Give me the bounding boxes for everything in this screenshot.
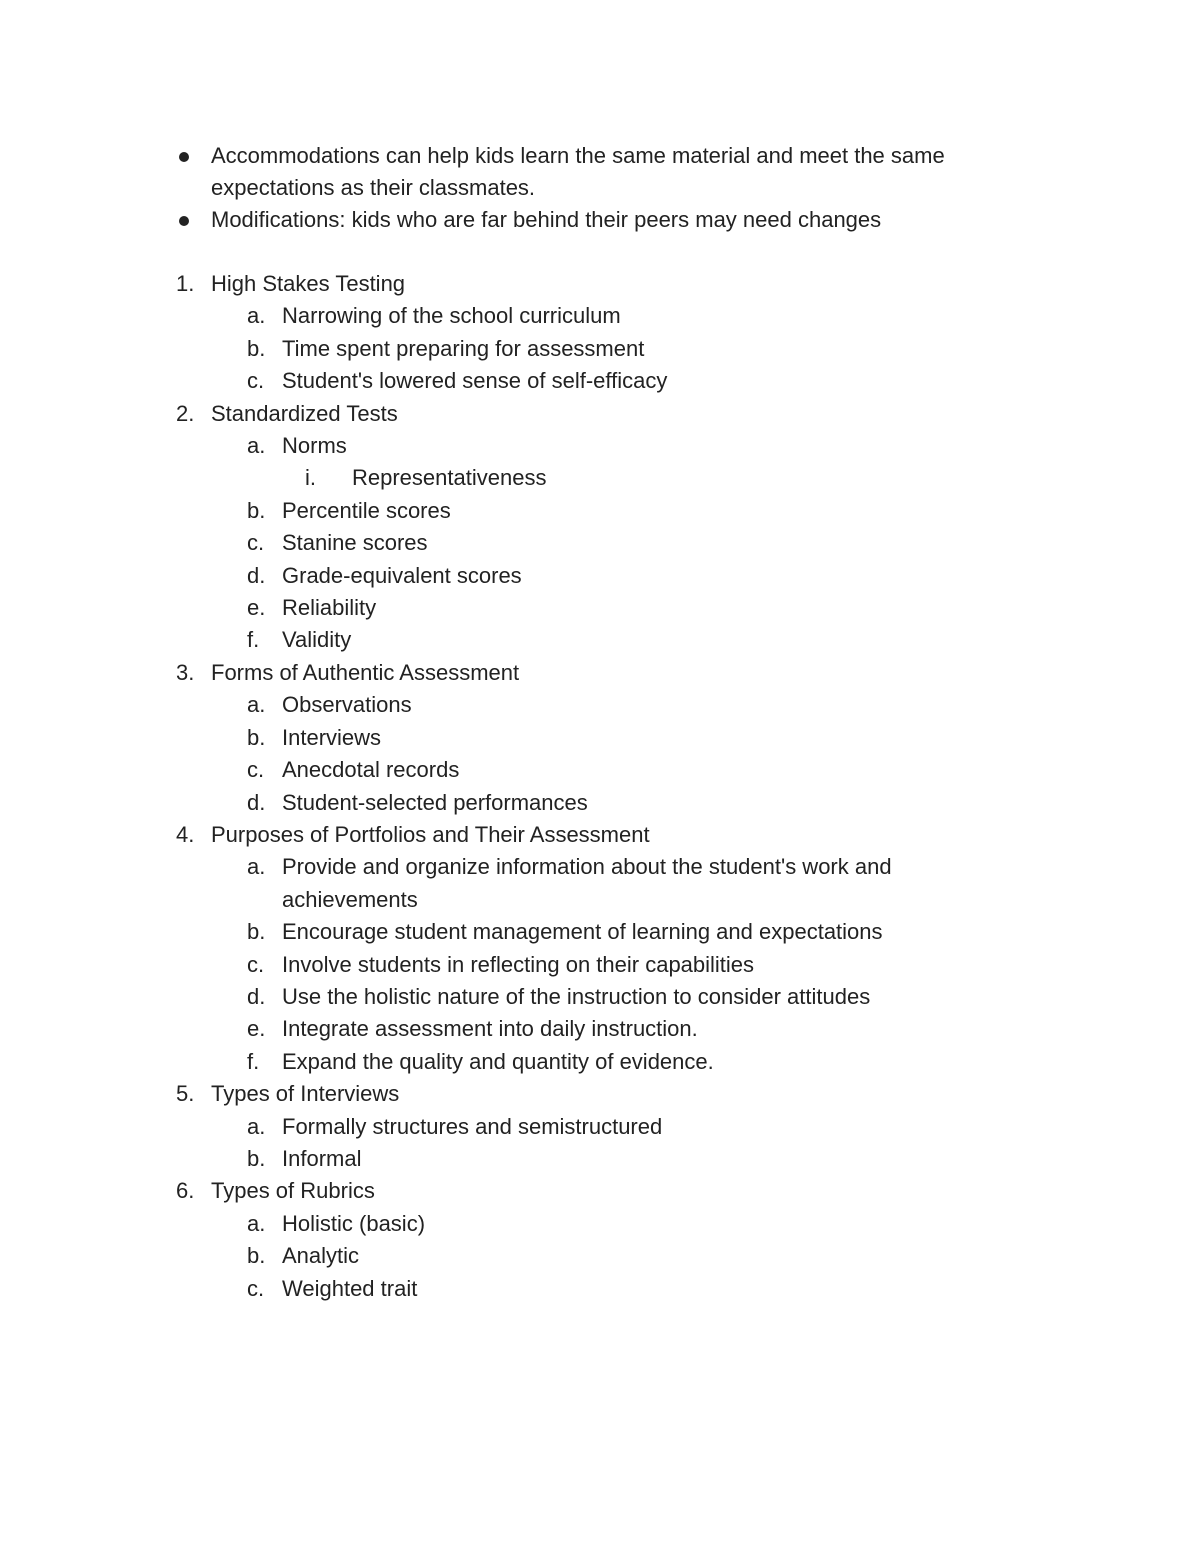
outline-subitem (176, 1273, 1016, 1305)
bullet-text: Accommodations can help kids learn the same material and meet the same expectations as their classmates. (211, 143, 945, 200)
list-item-text: Formally structures and semistructured (282, 1113, 663, 1139)
list-marker: b. (247, 1145, 266, 1171)
list-marker: c. (247, 530, 265, 556)
list-marker: i. (305, 465, 316, 491)
list-marker: c. (247, 951, 265, 977)
list-marker: a. (247, 303, 266, 329)
numbered-outline (176, 268, 1016, 1305)
list-marker: 6. (176, 1178, 195, 1204)
outline-subitem (176, 722, 1016, 754)
bullet-text: Modifications: kids who are far behind their peers may need changes (211, 207, 882, 232)
outline-subitem (176, 1013, 1016, 1045)
list-marker: b. (247, 724, 266, 750)
list-item-text: Provide and organize information about the student's work and achievements (282, 854, 892, 912)
list-item-text: Involve students in reflecting on their capabilities (282, 951, 755, 977)
outline-subitem (176, 333, 1016, 365)
outline-subitem (176, 624, 1016, 656)
outline-section (176, 819, 1016, 851)
outline-subitem (176, 560, 1016, 592)
bullet-item (176, 204, 1016, 236)
outline-subitem (176, 527, 1016, 559)
list-item-text: Time spent preparing for assessment (282, 335, 645, 361)
list-marker: a. (247, 692, 266, 718)
outline-section (176, 398, 1016, 430)
list-marker: a. (247, 1113, 266, 1139)
outline-section (176, 1175, 1016, 1207)
list-marker: f. (247, 627, 260, 653)
outline-subitem (176, 365, 1016, 397)
list-item-text: Standardized Tests (211, 400, 398, 426)
list-marker: c. (247, 1275, 265, 1301)
list-item-text: Informal (282, 1145, 362, 1171)
list-marker: e. (247, 1016, 266, 1042)
list-item-text: Student-selected performances (282, 789, 588, 815)
outline-subitem (176, 495, 1016, 527)
list-marker: d. (247, 983, 266, 1009)
list-marker: c. (247, 757, 265, 783)
list-marker: a. (247, 854, 266, 880)
outline-subitem (176, 981, 1016, 1013)
outline-subitem (176, 1046, 1016, 1078)
list-item-text: Validity (282, 627, 352, 653)
list-marker: 4. (176, 821, 195, 847)
list-marker: b. (247, 497, 266, 523)
list-item-text: Reliability (282, 595, 377, 621)
list-item-text: High Stakes Testing (211, 271, 406, 296)
outline-subitem (176, 787, 1016, 819)
outline-subitem (176, 754, 1016, 786)
list-item-text: Percentile scores (282, 497, 451, 523)
list-item-text: Integrate assessment into daily instruction. (282, 1016, 698, 1042)
outline-subsubitem (176, 462, 1016, 494)
outline-subitem (176, 592, 1016, 624)
list-marker: 2. (176, 400, 195, 426)
bullet-item (176, 140, 1016, 204)
list-item-text: Analytic (282, 1243, 360, 1269)
outline-section (176, 268, 1016, 300)
outline-subitem (176, 949, 1016, 981)
list-item-text: Interviews (282, 724, 382, 750)
list-item-text: Norms (282, 433, 347, 459)
list-marker: f. (247, 1048, 260, 1074)
list-item-text: Representativeness (352, 465, 547, 491)
list-item-text: Types of Interviews (211, 1081, 400, 1107)
outline-section (176, 657, 1016, 689)
list-marker: a. (247, 1210, 266, 1236)
list-marker: 5. (176, 1081, 195, 1107)
list-marker: d. (247, 562, 266, 588)
list-marker: e. (247, 595, 266, 621)
outline-subitem (176, 1240, 1016, 1272)
list-item-text: Observations (282, 692, 412, 718)
list-item-text: Holistic (basic) (282, 1210, 426, 1236)
list-item-text: Use the holistic nature of the instruction to consider attitudes (282, 983, 871, 1009)
list-marker: d. (247, 789, 266, 815)
list-item-text: Encourage student management of learning and expectations (282, 919, 883, 945)
outline-section (176, 1078, 1016, 1110)
list-marker: a. (247, 433, 266, 459)
list-item-text: Forms of Authentic Assessment (211, 659, 520, 685)
outline-subitem (176, 1208, 1016, 1240)
bullet-list (176, 140, 1016, 236)
list-marker: b. (247, 1243, 266, 1269)
list-item-text: Purposes of Portfolios and Their Assessment (211, 821, 650, 847)
list-item-text: Narrowing of the school curriculum (282, 303, 621, 329)
list-marker: 3. (176, 659, 195, 685)
list-marker: c. (247, 368, 265, 394)
list-item-text: Student's lowered sense of self-efficacy (282, 368, 668, 394)
outline-subitem (176, 851, 1016, 916)
list-item-text: Types of Rubrics (211, 1178, 375, 1204)
outline-subitem (176, 689, 1016, 721)
list-marker: b. (247, 335, 266, 361)
list-item-text: Grade-equivalent scores (282, 562, 522, 588)
list-item-text: Stanine scores (282, 530, 428, 556)
outline-subitem (176, 1111, 1016, 1143)
outline-subitem (176, 916, 1016, 948)
outline-subitem (176, 430, 1016, 462)
list-item-text: Anecdotal records (282, 757, 460, 783)
bullet-dot-icon (179, 152, 189, 162)
bullet-dot-icon (179, 216, 189, 226)
list-item-text: Expand the quality and quantity of evidence. (282, 1048, 714, 1074)
list-item-text: Weighted trait (282, 1275, 418, 1301)
outline-subitem (176, 300, 1016, 332)
outline-subitem (176, 1143, 1016, 1175)
list-marker: b. (247, 919, 266, 945)
list-marker: 1. (176, 271, 195, 296)
